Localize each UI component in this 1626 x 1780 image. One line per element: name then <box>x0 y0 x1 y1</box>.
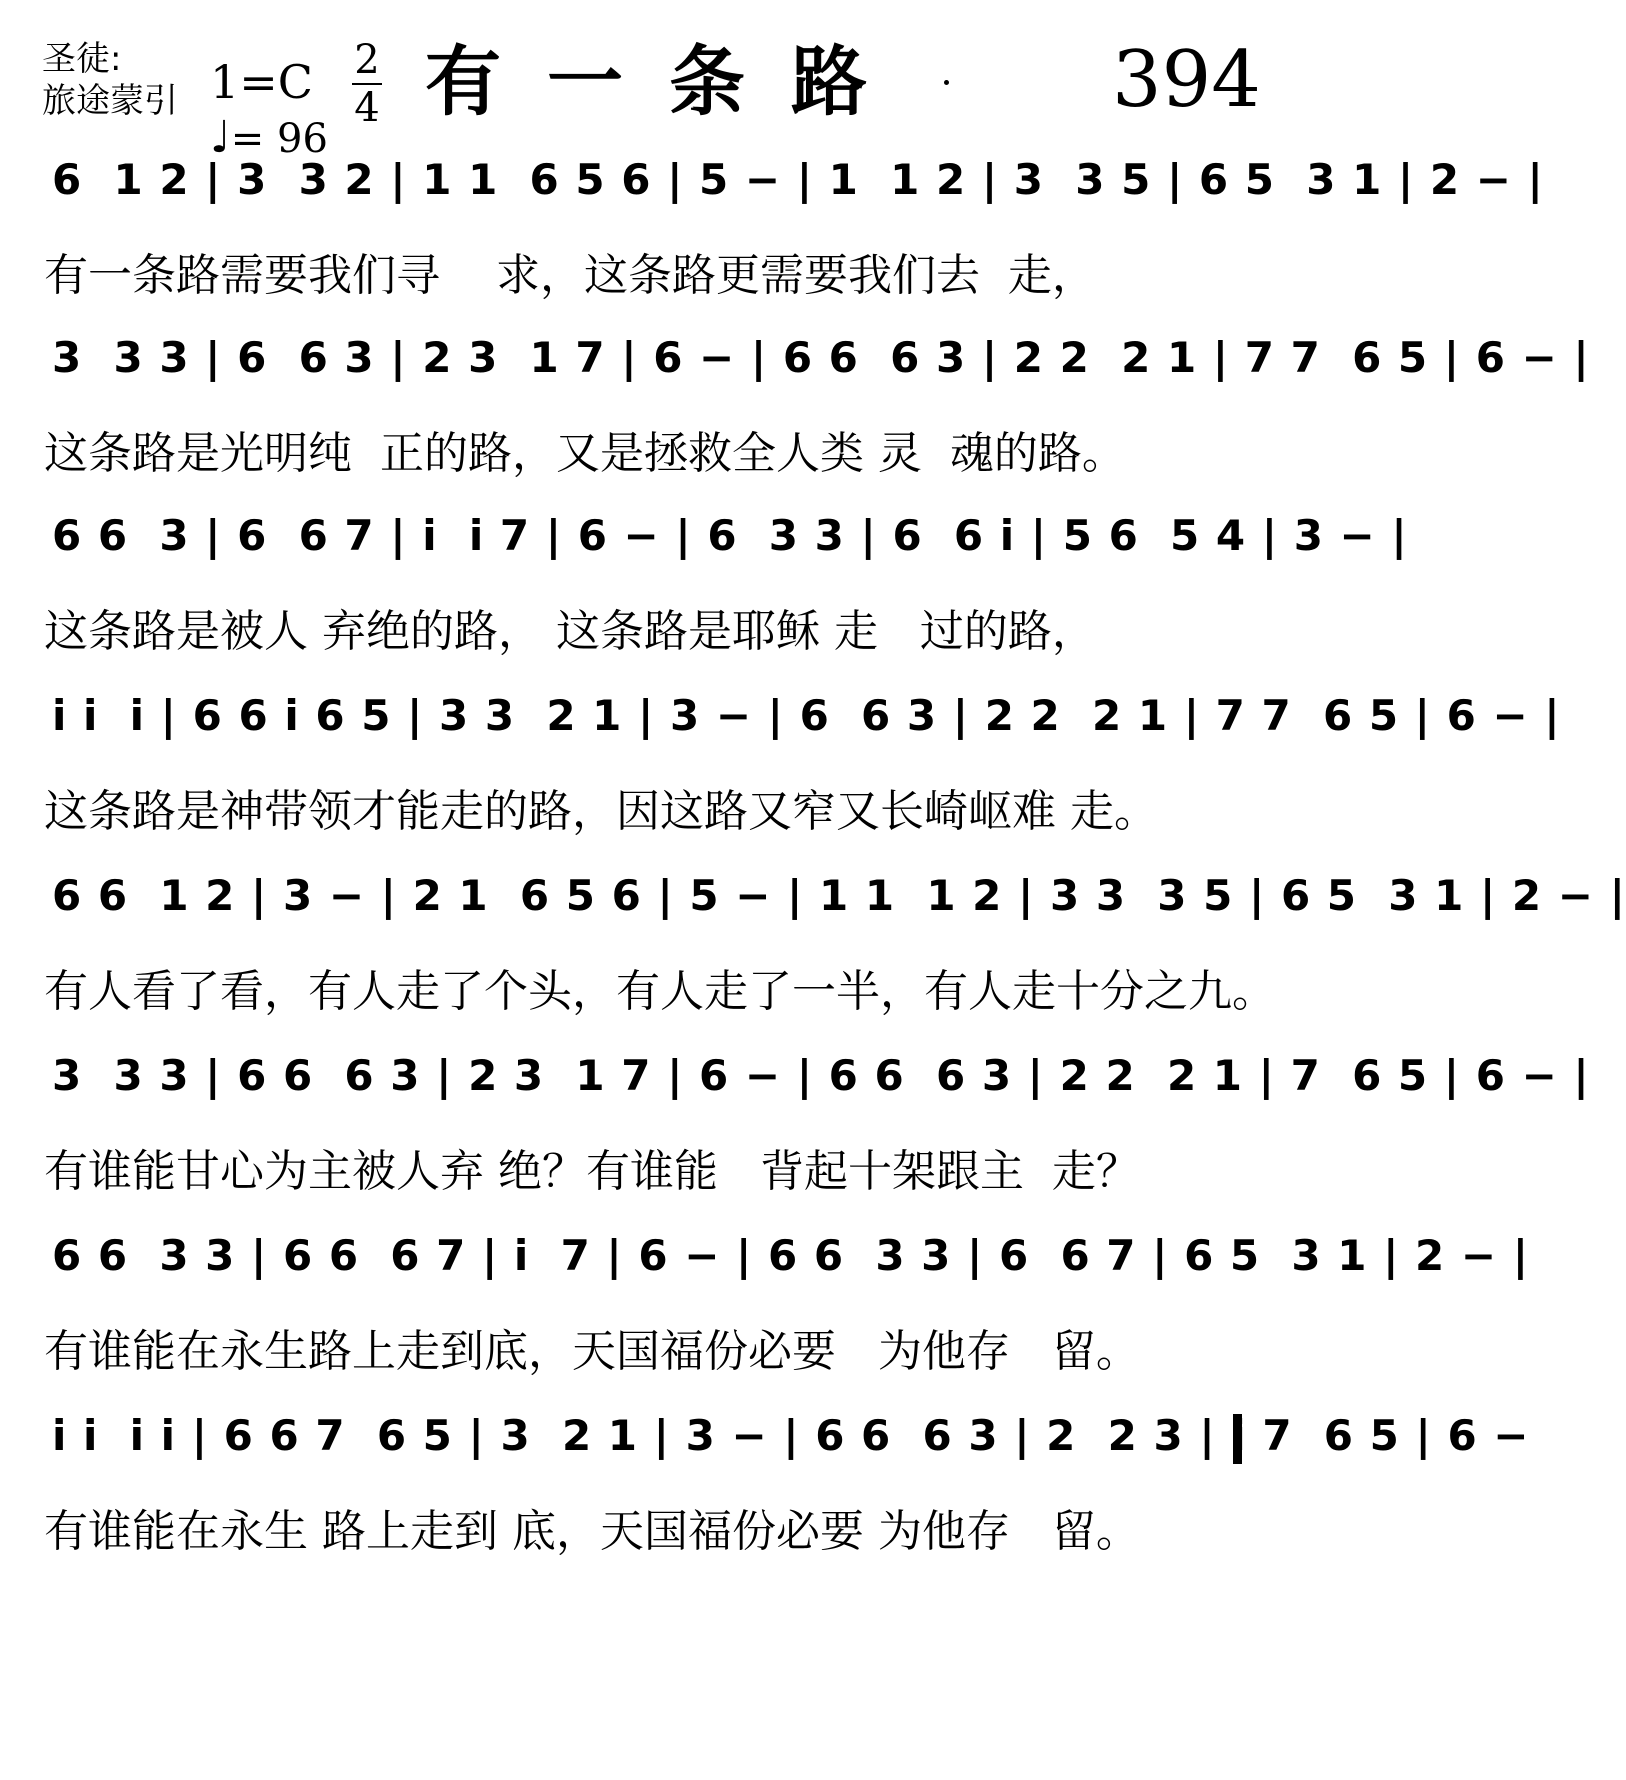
notation-line: i i i i | 6 6 7 6 5 | 3 2 1 | 3 − | 6 6 6 3 | 2 2 3 | i 7 6 5 | 6 − <box>52 1411 1530 1460</box>
notation-line: 6 6 1 2 | 3 − | 2 1 6 5 6 | 5 − | 1 1 1 2 | 3 3 3 5 | 6 5 3 1 | 2 − | <box>52 871 1626 920</box>
lyrics-line: 有谁能甘心为主被人弃 绝？有谁能 背起十架跟主 走？ <box>44 1146 1140 1197</box>
song-title: 有一条路 <box>425 37 913 126</box>
notation-line: 6 6 3 | 6 6 7 | i i 7 | 6 − | 6 3 3 | 6 6 i | 5 6 5 4 | 3 − | <box>52 511 1408 560</box>
time-signature-top: 2 <box>354 37 380 83</box>
quarter-note-icon: ♩ <box>210 112 231 163</box>
tempo-value: = 96 <box>230 116 328 162</box>
time-signature-bottom: 4 <box>354 85 380 131</box>
lyrics-line: 有人看了看，有人走了个头，有人走了一半，有人走十分之九。 <box>44 966 1276 1017</box>
ink-dot <box>944 80 949 85</box>
lyrics-line: 这条路是被人 弃绝的路， 这条路是耶稣 走 过的路， <box>44 606 1096 657</box>
notation-line: 6 6 3 3 | 6 6 6 7 | i 7 | 6 − | 6 6 3 3 | 6 6 7 | 6 5 3 1 | 2 − | <box>52 1231 1530 1280</box>
source-line2: 旅途蒙引 <box>42 81 178 121</box>
source-line1: 圣徒: <box>42 39 122 79</box>
hymn-number: 394 <box>1112 35 1261 125</box>
notation-line: 6 1 2 | 3 3 2 | 1 1 6 5 6 | 5 − | 1 1 2 | 3 3 5 | 6 5 3 1 | 2 − | <box>52 155 1544 204</box>
lyrics-line: 这条路是光明纯 正的路，又是拯救全人类 灵 魂的路。 <box>44 428 1126 479</box>
source-label <box>42 38 178 122</box>
notation-line: 3 3 3 | 6 6 3 | 2 3 1 7 | 6 − | 6 6 6 3 | 2 2 2 1 | 7 7 6 5 | 6 − | <box>52 333 1590 382</box>
notation-line: i i i | 6 6 i 6 5 | 3 3 2 1 | 3 − | 6 6 3 | 2 2 2 1 | 7 7 6 5 | 6 − | <box>52 691 1561 740</box>
final-barline <box>1233 1414 1242 1464</box>
key-signature: 1=C <box>210 55 314 109</box>
lyrics-line: 有一条路需要我们寻 求，这条路更需要我们去 走， <box>44 250 1096 301</box>
lyrics-line: 这条路是神带领才能走的路，因这路又窄又长崎岖难 走。 <box>44 786 1158 837</box>
time-signature <box>352 38 382 130</box>
lyrics-line: 有谁能在永生路上走到底，天国福份必要 为他存 留。 <box>44 1326 1140 1377</box>
lyrics-line: 有谁能在永生 路上走到 底，天国福份必要 为他存 留。 <box>44 1506 1140 1557</box>
notation-line: 3 3 3 | 6 6 6 3 | 2 3 1 7 | 6 − | 6 6 6 3 | 2 2 2 1 | 7 6 5 | 6 − | <box>52 1051 1590 1100</box>
